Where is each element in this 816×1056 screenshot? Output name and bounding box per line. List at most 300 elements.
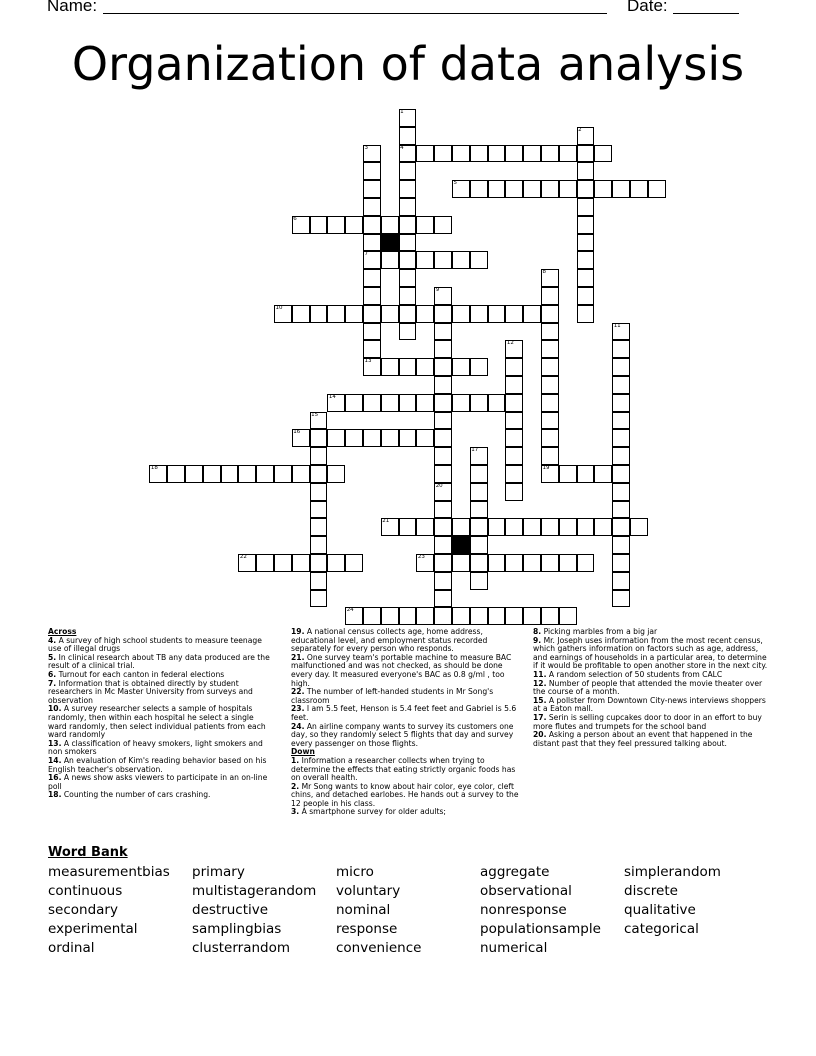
grid-cell[interactable] <box>310 536 328 554</box>
word-bank-item: nonresponse <box>480 902 567 918</box>
grid-cell[interactable] <box>310 572 328 590</box>
clue-text: A random selection of 50 students from CALC <box>546 669 723 679</box>
grid-cell[interactable] <box>505 429 523 447</box>
grid-cell[interactable] <box>612 447 630 465</box>
name-label: Name: <box>47 0 98 15</box>
grid-cell[interactable] <box>577 234 595 252</box>
grid-cell[interactable] <box>559 607 577 625</box>
clue <box>48 654 274 671</box>
clue-number: 10. <box>48 704 62 714</box>
grid-cell[interactable] <box>381 251 399 269</box>
grid-number: 5 <box>453 180 457 187</box>
clue-number: 21. <box>291 652 305 662</box>
grid-cell[interactable] <box>470 180 488 198</box>
clue-text: Information a researcher collects when trying to determine the effects that eating strictly organic foods has on overall health. <box>291 755 516 783</box>
grid-cell[interactable] <box>577 180 595 198</box>
word-bank-item: destructive <box>192 902 269 918</box>
grid-cell[interactable] <box>612 572 630 590</box>
grid-cell[interactable] <box>541 287 559 305</box>
grid-cell[interactable] <box>363 162 381 180</box>
grid-cell[interactable] <box>363 429 381 447</box>
grid-number: 6 <box>293 215 297 222</box>
grid-cell[interactable] <box>434 376 452 394</box>
grid-cell[interactable] <box>363 305 381 323</box>
clue-text: Number of people that attended the movie theater over the course of a month. <box>533 678 763 697</box>
grid-cell[interactable] <box>434 358 452 376</box>
grid-cell[interactable] <box>577 465 595 483</box>
word-bank-item: aggregate <box>480 864 550 880</box>
grid-cell[interactable] <box>470 554 488 572</box>
grid-cell[interactable] <box>381 216 399 234</box>
grid-cell[interactable] <box>416 305 434 323</box>
grid-cell[interactable] <box>577 162 595 180</box>
grid-cell[interactable] <box>256 554 274 572</box>
grid-cell[interactable] <box>577 305 595 323</box>
clue <box>533 697 768 714</box>
grid-cell[interactable] <box>630 518 648 536</box>
grid-cell[interactable] <box>416 429 434 447</box>
grid-cell[interactable] <box>541 429 559 447</box>
grid-cell[interactable] <box>399 251 417 269</box>
word-bank-item: qualitative <box>624 902 696 918</box>
grid-cell[interactable] <box>310 465 328 483</box>
word-bank-item: observational <box>480 883 572 899</box>
grid-cell[interactable] <box>470 305 488 323</box>
grid-cell[interactable] <box>612 518 630 536</box>
grid-cell[interactable] <box>416 145 434 163</box>
grid-cell[interactable] <box>559 554 577 572</box>
grid-cell[interactable] <box>310 429 328 447</box>
grid-cell[interactable] <box>399 180 417 198</box>
grid-cell[interactable] <box>381 394 399 412</box>
grid-cell[interactable] <box>434 251 452 269</box>
grid-number: 4 <box>400 144 404 151</box>
grid-cell[interactable] <box>434 590 452 608</box>
grid-cell[interactable] <box>434 465 452 483</box>
grid-cell[interactable] <box>470 358 488 376</box>
clue-number: 24. <box>291 721 305 731</box>
clue-number: 14. <box>48 755 62 765</box>
grid-number: 20 <box>435 482 443 489</box>
word-bank-item: numerical <box>480 940 548 956</box>
grid-cell[interactable] <box>612 554 630 572</box>
grid-cell[interactable] <box>505 394 523 412</box>
grid-cell[interactable] <box>452 394 470 412</box>
grid-cell[interactable] <box>327 554 345 572</box>
grid-cell[interactable] <box>488 554 506 572</box>
grid-cell[interactable] <box>381 305 399 323</box>
word-bank-item: experimental <box>48 921 138 937</box>
grid-black-cell <box>381 234 399 252</box>
grid-cell[interactable] <box>327 429 345 447</box>
word-bank-list <box>48 863 768 958</box>
grid-cell[interactable] <box>541 447 559 465</box>
grid-cell[interactable] <box>434 412 452 430</box>
grid-cell[interactable] <box>185 465 203 483</box>
grid-cell[interactable] <box>399 216 417 234</box>
grid-cell[interactable] <box>434 501 452 519</box>
grid-cell[interactable] <box>612 180 630 198</box>
clue <box>48 757 274 774</box>
grid-cell[interactable] <box>648 180 666 198</box>
word-bank-item: continuous <box>48 883 123 899</box>
grid-cell[interactable] <box>541 412 559 430</box>
grid-number: 23 <box>417 554 425 560</box>
grid-cell[interactable] <box>310 590 328 608</box>
grid-cell[interactable] <box>434 607 452 625</box>
grid-cell[interactable] <box>292 554 310 572</box>
grid-cell[interactable] <box>434 554 452 572</box>
grid-cell[interactable] <box>381 429 399 447</box>
grid-cell[interactable] <box>612 483 630 501</box>
grid-cell[interactable] <box>327 465 345 483</box>
grid-cell[interactable] <box>238 465 256 483</box>
grid-cell[interactable] <box>505 358 523 376</box>
clue <box>291 723 523 749</box>
grid-cell[interactable] <box>363 198 381 216</box>
grid-cell[interactable] <box>612 358 630 376</box>
grid-cell[interactable] <box>612 501 630 519</box>
grid-cell[interactable] <box>488 145 506 163</box>
grid-cell[interactable] <box>577 554 595 572</box>
grid-cell[interactable] <box>292 305 310 323</box>
grid-number: 16 <box>293 429 301 436</box>
word-bank-item: multistagerandom <box>192 883 317 899</box>
grid-cell[interactable] <box>523 305 541 323</box>
grid-cell[interactable] <box>434 216 452 234</box>
grid-cell[interactable] <box>470 465 488 483</box>
grid-cell[interactable] <box>310 305 328 323</box>
grid-cell[interactable] <box>310 447 328 465</box>
grid-cell[interactable] <box>470 536 488 554</box>
clue-number: 9. <box>533 635 542 645</box>
grid-cell[interactable] <box>488 518 506 536</box>
word-bank-item: secondary <box>48 902 118 918</box>
word-bank-item: populationsample <box>480 921 601 937</box>
grid-number: 14 <box>328 393 336 400</box>
grid-cell[interactable] <box>310 554 328 572</box>
clue-text: A survey of high school students to measure teenage use of illegal drugs <box>48 635 262 654</box>
clue-number: 13. <box>48 738 62 748</box>
grid-cell[interactable] <box>470 572 488 590</box>
grid-cell[interactable] <box>523 518 541 536</box>
clue-text: A classification of heavy smokers, light smokers and non smokers <box>48 738 263 757</box>
clues-column-3 <box>533 628 768 748</box>
grid-cell[interactable] <box>434 340 452 358</box>
grid-black-cell <box>452 536 470 554</box>
clue-number: 1. <box>291 755 300 765</box>
grid-cell[interactable] <box>399 127 417 145</box>
grid-cell[interactable] <box>488 607 506 625</box>
grid-cell[interactable] <box>434 447 452 465</box>
grid-number: 12 <box>506 340 514 347</box>
grid-cell[interactable] <box>505 305 523 323</box>
grid-cell[interactable] <box>381 607 399 625</box>
grid-cell[interactable] <box>399 162 417 180</box>
grid-cell[interactable] <box>594 180 612 198</box>
grid-cell[interactable] <box>203 465 221 483</box>
grid-cell[interactable] <box>612 465 630 483</box>
word-bank-item: categorical <box>624 921 699 937</box>
word-bank-item: discrete <box>624 883 678 899</box>
grid-cell[interactable] <box>594 145 612 163</box>
grid-cell[interactable] <box>505 180 523 198</box>
grid-cell[interactable] <box>505 376 523 394</box>
grid-cell[interactable] <box>416 251 434 269</box>
grid-cell[interactable] <box>470 501 488 519</box>
grid-cell[interactable] <box>434 518 452 536</box>
clue-number: 3. <box>291 807 300 817</box>
grid-cell[interactable] <box>488 305 506 323</box>
grid-cell[interactable] <box>310 501 328 519</box>
clue-number: 23. <box>291 704 305 714</box>
grid-number: 1 <box>400 109 404 115</box>
grid-number: 10 <box>275 304 283 311</box>
grid-cell[interactable] <box>327 305 345 323</box>
grid-cell[interactable] <box>577 269 595 287</box>
word-bank-item: measurementbias <box>48 864 170 880</box>
grid-cell[interactable] <box>363 323 381 341</box>
grid-cell[interactable] <box>434 394 452 412</box>
grid-cell[interactable] <box>577 518 595 536</box>
word-bank-item: voluntary <box>336 883 401 899</box>
grid-cell[interactable] <box>399 518 417 536</box>
clue-text: In clinical research about TB any data produced are the result of a clinical trial. <box>48 652 270 671</box>
grid-cell[interactable] <box>434 572 452 590</box>
clue <box>48 637 274 654</box>
clue-number: 7. <box>48 678 57 688</box>
clue <box>533 680 768 697</box>
grid-cell[interactable] <box>363 269 381 287</box>
clue-text: A smartphone survey for older adults; <box>299 807 446 817</box>
grid-cell[interactable] <box>488 180 506 198</box>
clue-text: Picking marbles from a big jar <box>541 627 658 636</box>
grid-cell[interactable] <box>630 180 648 198</box>
grid-cell[interactable] <box>452 251 470 269</box>
grid-cell[interactable] <box>416 358 434 376</box>
grid-cell[interactable] <box>577 287 595 305</box>
grid-cell[interactable] <box>612 536 630 554</box>
grid-cell[interactable] <box>470 607 488 625</box>
grid-cell[interactable] <box>612 394 630 412</box>
grid-cell[interactable] <box>434 323 452 341</box>
grid-cell[interactable] <box>577 216 595 234</box>
grid-cell[interactable] <box>541 145 559 163</box>
grid-cell[interactable] <box>470 251 488 269</box>
grid-cell[interactable] <box>505 483 523 501</box>
grid-cell[interactable] <box>399 287 417 305</box>
grid-cell[interactable] <box>363 340 381 358</box>
grid-cell[interactable] <box>541 518 559 536</box>
grid-cell[interactable] <box>274 554 292 572</box>
grid-cell[interactable] <box>363 287 381 305</box>
grid-cell[interactable] <box>577 198 595 216</box>
clue-number: 20. <box>533 730 547 740</box>
grid-cell[interactable] <box>363 180 381 198</box>
grid-cell[interactable] <box>541 394 559 412</box>
grid-cell[interactable] <box>363 216 381 234</box>
grid-cell[interactable] <box>363 607 381 625</box>
grid-cell[interactable] <box>345 394 363 412</box>
grid-cell[interactable] <box>167 465 185 483</box>
grid-cell[interactable] <box>612 376 630 394</box>
grid-cell[interactable] <box>399 607 417 625</box>
grid-cell[interactable] <box>416 607 434 625</box>
clues-column-1 <box>48 628 274 800</box>
clue <box>291 783 523 809</box>
grid-cell[interactable] <box>416 216 434 234</box>
grid-cell[interactable] <box>399 394 417 412</box>
grid-cell[interactable] <box>505 554 523 572</box>
grid-cell[interactable] <box>345 554 363 572</box>
clue-number: 4. <box>48 635 57 645</box>
clue-text: A survey researcher selects a sample of hospitals randomly, then within each hospital he select a single ward randomly, then select individual patients from each ward randomly <box>48 704 266 740</box>
grid-cell[interactable] <box>399 323 417 341</box>
clue-text: A national census collects age, home address, educational level, and employment status recorded separately for every person who responds. <box>291 627 488 654</box>
grid-cell[interactable] <box>559 145 577 163</box>
grid-cell[interactable] <box>541 607 559 625</box>
word-bank-item: primary <box>192 864 245 880</box>
grid-cell[interactable] <box>381 358 399 376</box>
grid-cell[interactable] <box>541 305 559 323</box>
grid-cell[interactable] <box>434 145 452 163</box>
grid-cell[interactable] <box>274 465 292 483</box>
grid-cell[interactable] <box>559 518 577 536</box>
clue-text: A news show asks viewers to participate in an on-line poll <box>48 773 268 791</box>
clue-text: Mr. Joseph uses information from the most recent census, which gathers information on factors such as age, address, and earnings of households in a particular area, to determine if it would be profitable to open another store in the next city. <box>533 635 768 671</box>
grid-cell[interactable] <box>541 180 559 198</box>
grid-number: 13 <box>364 358 372 365</box>
word-bank-item: convenience <box>336 940 422 956</box>
grid-number: 22 <box>239 554 247 560</box>
grid-cell[interactable] <box>452 607 470 625</box>
grid-cell[interactable] <box>523 145 541 163</box>
down-heading: Down <box>291 747 315 757</box>
grid-cell[interactable] <box>612 412 630 430</box>
grid-cell[interactable] <box>434 429 452 447</box>
word-bank-item: ordinal <box>48 940 95 956</box>
grid-cell[interactable] <box>505 447 523 465</box>
clue-number: 18. <box>48 790 62 800</box>
grid-cell[interactable] <box>612 429 630 447</box>
clue <box>533 731 768 748</box>
grid-cell[interactable] <box>452 554 470 572</box>
grid-number: 15 <box>311 411 319 418</box>
grid-cell[interactable] <box>310 518 328 536</box>
grid-cell[interactable] <box>594 465 612 483</box>
grid-cell[interactable] <box>523 607 541 625</box>
grid-cell[interactable] <box>505 465 523 483</box>
grid-cell[interactable] <box>470 145 488 163</box>
grid-cell[interactable] <box>541 340 559 358</box>
clue <box>48 680 274 706</box>
grid-number: 18 <box>150 465 158 471</box>
grid-cell[interactable] <box>310 483 328 501</box>
clue-text: The number of left-handed students in Mr Song's classroom <box>291 687 494 705</box>
grid-cell[interactable] <box>327 216 345 234</box>
date-label: Date: <box>627 0 668 15</box>
clue-text: Serin is selling cupcakes door to door in an effort to buy more flutes and trumpets for the school band <box>533 712 762 731</box>
grid-cell[interactable] <box>452 145 470 163</box>
grid-cell[interactable] <box>452 358 470 376</box>
grid-cell[interactable] <box>470 518 488 536</box>
grid-cell[interactable] <box>399 198 417 216</box>
grid-cell[interactable] <box>399 358 417 376</box>
grid-cell[interactable] <box>310 216 328 234</box>
grid-cell[interactable] <box>541 554 559 572</box>
grid-cell[interactable] <box>221 465 239 483</box>
clue-text: Turnout for each canton in federal elections <box>56 669 225 679</box>
grid-cell[interactable] <box>345 429 363 447</box>
grid-cell[interactable] <box>594 518 612 536</box>
grid-cell[interactable] <box>541 323 559 341</box>
grid-cell[interactable] <box>363 234 381 252</box>
grid-cell[interactable] <box>416 518 434 536</box>
grid-cell[interactable] <box>612 590 630 608</box>
grid-cell[interactable] <box>559 465 577 483</box>
clue-text: Information that is obtained directly by student researchers in Mc Master University from surveys and observation <box>48 678 253 705</box>
grid-cell[interactable] <box>505 145 523 163</box>
grid-number: 11 <box>613 322 621 329</box>
clue-number: 5. <box>48 652 57 662</box>
grid-cell[interactable] <box>452 518 470 536</box>
clues-column-2 <box>291 628 523 817</box>
grid-cell[interactable] <box>256 465 274 483</box>
clue <box>291 654 523 688</box>
clue-text: Asking a person about an event that happened in the distant past that they feel pressured talking about. <box>533 730 753 748</box>
clue-number: 6. <box>48 669 57 679</box>
grid-cell[interactable] <box>399 429 417 447</box>
grid-cell[interactable] <box>452 305 470 323</box>
grid-cell[interactable] <box>470 483 488 501</box>
clue <box>48 791 274 800</box>
grid-cell[interactable] <box>416 394 434 412</box>
grid-cell[interactable] <box>399 269 417 287</box>
clue-text: An airline company wants to survey its customers one day, so they randomly select 5 flights that day and survey every passenger on those flights. <box>291 721 514 748</box>
grid-cell[interactable] <box>292 465 310 483</box>
grid-cell[interactable] <box>612 340 630 358</box>
grid-number: 21 <box>382 518 390 525</box>
grid-cell[interactable] <box>523 554 541 572</box>
clue-number: 19. <box>291 627 305 636</box>
grid-cell[interactable] <box>399 305 417 323</box>
grid-cell[interactable] <box>505 412 523 430</box>
grid-cell[interactable] <box>488 394 506 412</box>
grid-cell[interactable] <box>399 234 417 252</box>
grid-number: 8 <box>542 269 546 276</box>
grid-cell[interactable] <box>505 607 523 625</box>
clue-number: 2. <box>291 781 300 791</box>
grid-cell[interactable] <box>541 376 559 394</box>
grid-cell[interactable] <box>345 305 363 323</box>
grid-cell[interactable] <box>577 251 595 269</box>
clue <box>291 628 523 654</box>
clue-number: 22. <box>291 687 305 697</box>
grid-cell[interactable] <box>434 305 452 323</box>
grid-cell[interactable] <box>345 216 363 234</box>
clue-text: Mr Song wants to know about hair color, eye color, cleft chins, and detached earlobes. He hands out a survey to the 12 people in his class. <box>291 781 519 808</box>
grid-cell[interactable] <box>470 394 488 412</box>
grid-cell[interactable] <box>505 518 523 536</box>
grid-cell[interactable] <box>523 180 541 198</box>
clue-text: A pollster from Downtown City-news interviews shoppers at a Eaton mall. <box>533 695 766 714</box>
grid-cell[interactable] <box>363 394 381 412</box>
grid-cell[interactable] <box>559 180 577 198</box>
clue <box>533 714 768 731</box>
grid-cell[interactable] <box>434 536 452 554</box>
grid-cell[interactable] <box>577 145 595 163</box>
grid-cell[interactable] <box>541 358 559 376</box>
